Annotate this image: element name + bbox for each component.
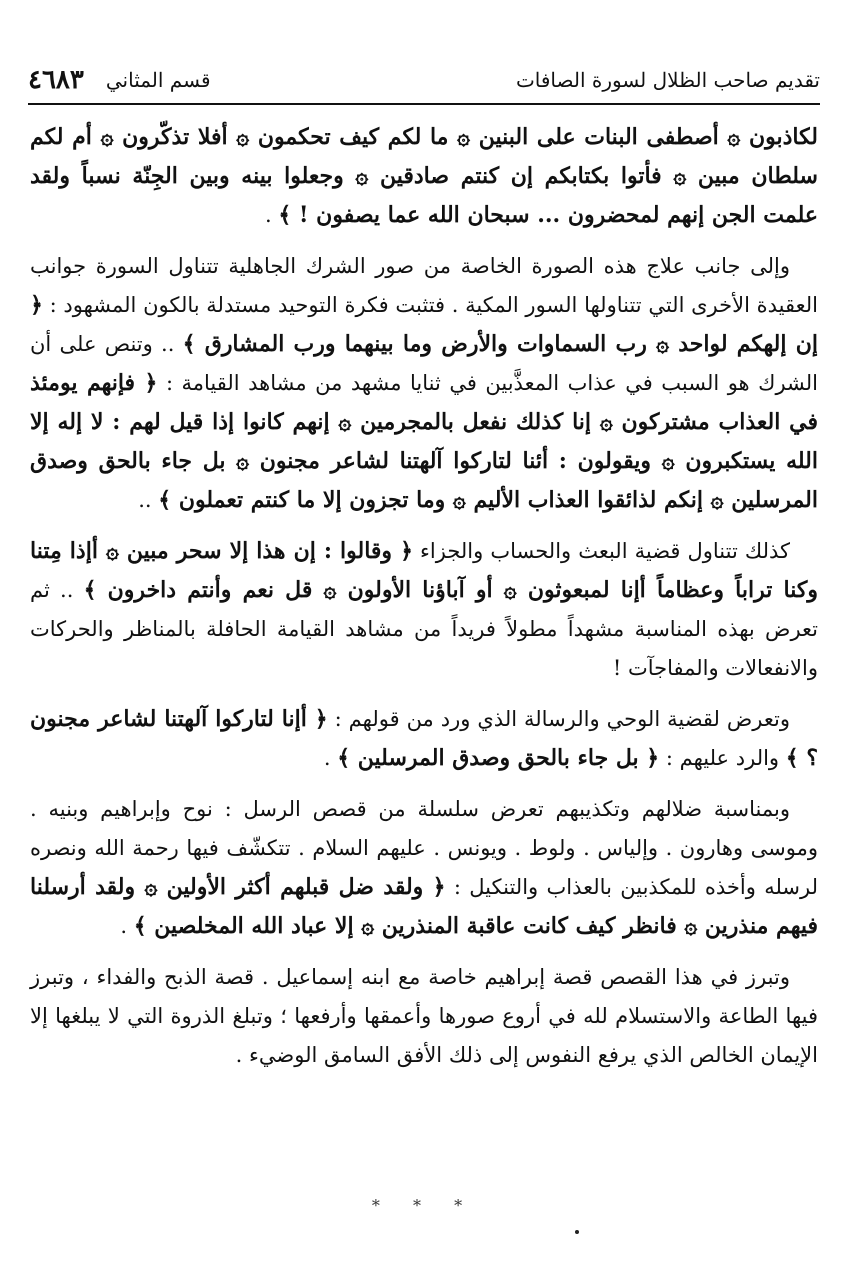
commentary-text: وبمناسبة ضلالهم وتكذيبهم تعرض سلسلة من قصص الرسل : نوح وإبراهيم وبنيه . وموسى وهارون . وإلياس . ولوط . ويونس . عليهم السلام . تتكشّف فيها رحمة الله ونصره لرسله وأخذه للمكذبين بالعذاب والتنكيل :: [30, 797, 818, 899]
commentary-text: ..: [138, 488, 159, 512]
commentary-text: وإلى جانب علاج هذه الصورة الخاصة من صور الشرك الجاهلية تتناول السورة جوانب العقيدة الأخرى التي تتناولها السور المكية . فتثبت فكرة التوحيد مستدلة بالكون المشهود :: [30, 254, 818, 317]
chapter-title: تقديم صاحب الظلال لسورة الصافات: [515, 68, 820, 92]
commentary-text: .. ثم تعرض بهذه المناسبة مشهداً مطولاً فريداً من مشاهد القيامة الحافلة بالمناظر والحركات والانفعالات والمفاجآت !: [30, 578, 818, 680]
quran-quote: ﴿ وقالوا : إن هذا إلا سحر مبين ۞ أإذا مِتنا وكنا تراباً وعظاماً أإنا لمبعوثون ۞ أو آباؤنا الأولون ۞ قل نعم وأنتم داخرون ﴾: [30, 538, 818, 603]
page-info: [28, 65, 211, 95]
section-label: قسم المثاني: [105, 68, 211, 92]
commentary-text: .: [323, 746, 338, 770]
commentary-text: كذلك تتناول قضية البعث والحساب والجزاء: [413, 539, 790, 563]
commentary-text: والرد عليهم :: [659, 746, 786, 770]
paragraph: [30, 700, 818, 778]
page-number: ٤٦٨٣: [28, 65, 84, 95]
paragraph: [30, 247, 818, 520]
commentary-text: .: [120, 914, 134, 938]
header-divider: [28, 103, 820, 105]
quran-quote: ﴿ إن إلهكم لواحد ۞ رب السماوات والأرض وما بينهما ورب المشارق ﴾: [30, 292, 818, 357]
commentary-text: .: [264, 203, 279, 227]
commentary-text: وتبرز في هذا القصص قصة إبراهيم خاصة مع ابنه إسماعيل . قصة الذبح والفداء ، وتبرز فيها الطاعة والاستسلام لله في أروع صورها وأعمقها وأرفعها ؛ وتبلغ الذروة التي لا يبلغها إلا الإيمان الخالص الذي يرفع النفوس إلى ذلك الأفق السامق الوضيء .: [30, 965, 818, 1067]
section-separator: * * *: [371, 1196, 477, 1215]
quran-quote: ﴿ فإنهم يومئذ في العذاب مشتركون ۞ إنا كذلك نفعل بالمجرمين ۞ إنهم كانوا إذا قيل لهم : لا إله إلا الله يستكبرون ۞ ويقولون : أئنا لتاركوا آلهتنا لشاعر مجنون ۞ بل جاء بالحق وصدق المرسلين ۞ إنكم لذائقوا العذاب الأليم ۞ وما تجزون إلا ما كنتم تعملون ﴾: [30, 370, 818, 513]
running-header: [28, 60, 820, 100]
paragraph: [30, 790, 818, 946]
quran-quote: ﴿ ولقد ضل قبلهم أكثر الأولين ۞ ولقد أرسلنا فيهم منذرين ۞ فانظر كيف كانت عاقبة المنذرين ۞ إلا عباد الله المخلصين ﴾: [30, 874, 818, 939]
commentary-text: وتعرض لقضية الوحي والرسالة الذي ورد من قولهم :: [327, 707, 790, 731]
paragraph: [30, 532, 818, 688]
quran-quote: لكاذبون ۞ أصطفى البنات على البنين ۞ ما لكم كيف تحكمون ۞ أفلا تذكّرون ۞ أم لكم سلطان مبين ۞ فأتوا بكتابكم إن كنتم صادقين ۞ وجعلوا بينه وبين الجِنّة نسباً ولقد علمت الجن إنهم لمحضرون ... سبحان الله عما يصفون ! ﴾: [30, 124, 818, 228]
paragraph: [30, 958, 818, 1075]
ink-dot: [575, 1230, 579, 1234]
paragraph: [30, 118, 818, 235]
quran-quote: ﴿ بل جاء بالحق وصدق المرسلين ﴾: [337, 745, 660, 771]
page-body: [30, 118, 818, 1087]
commentary-text: .. وتنص على أن الشرك هو السبب في عذاب المعذَّبين في ثنايا مشهد من مشاهد القيامة :: [30, 332, 818, 395]
quran-quote: ﴿ أإنا لتاركوا آلهتنا لشاعر مجنون ؟ ﴾: [30, 706, 818, 771]
